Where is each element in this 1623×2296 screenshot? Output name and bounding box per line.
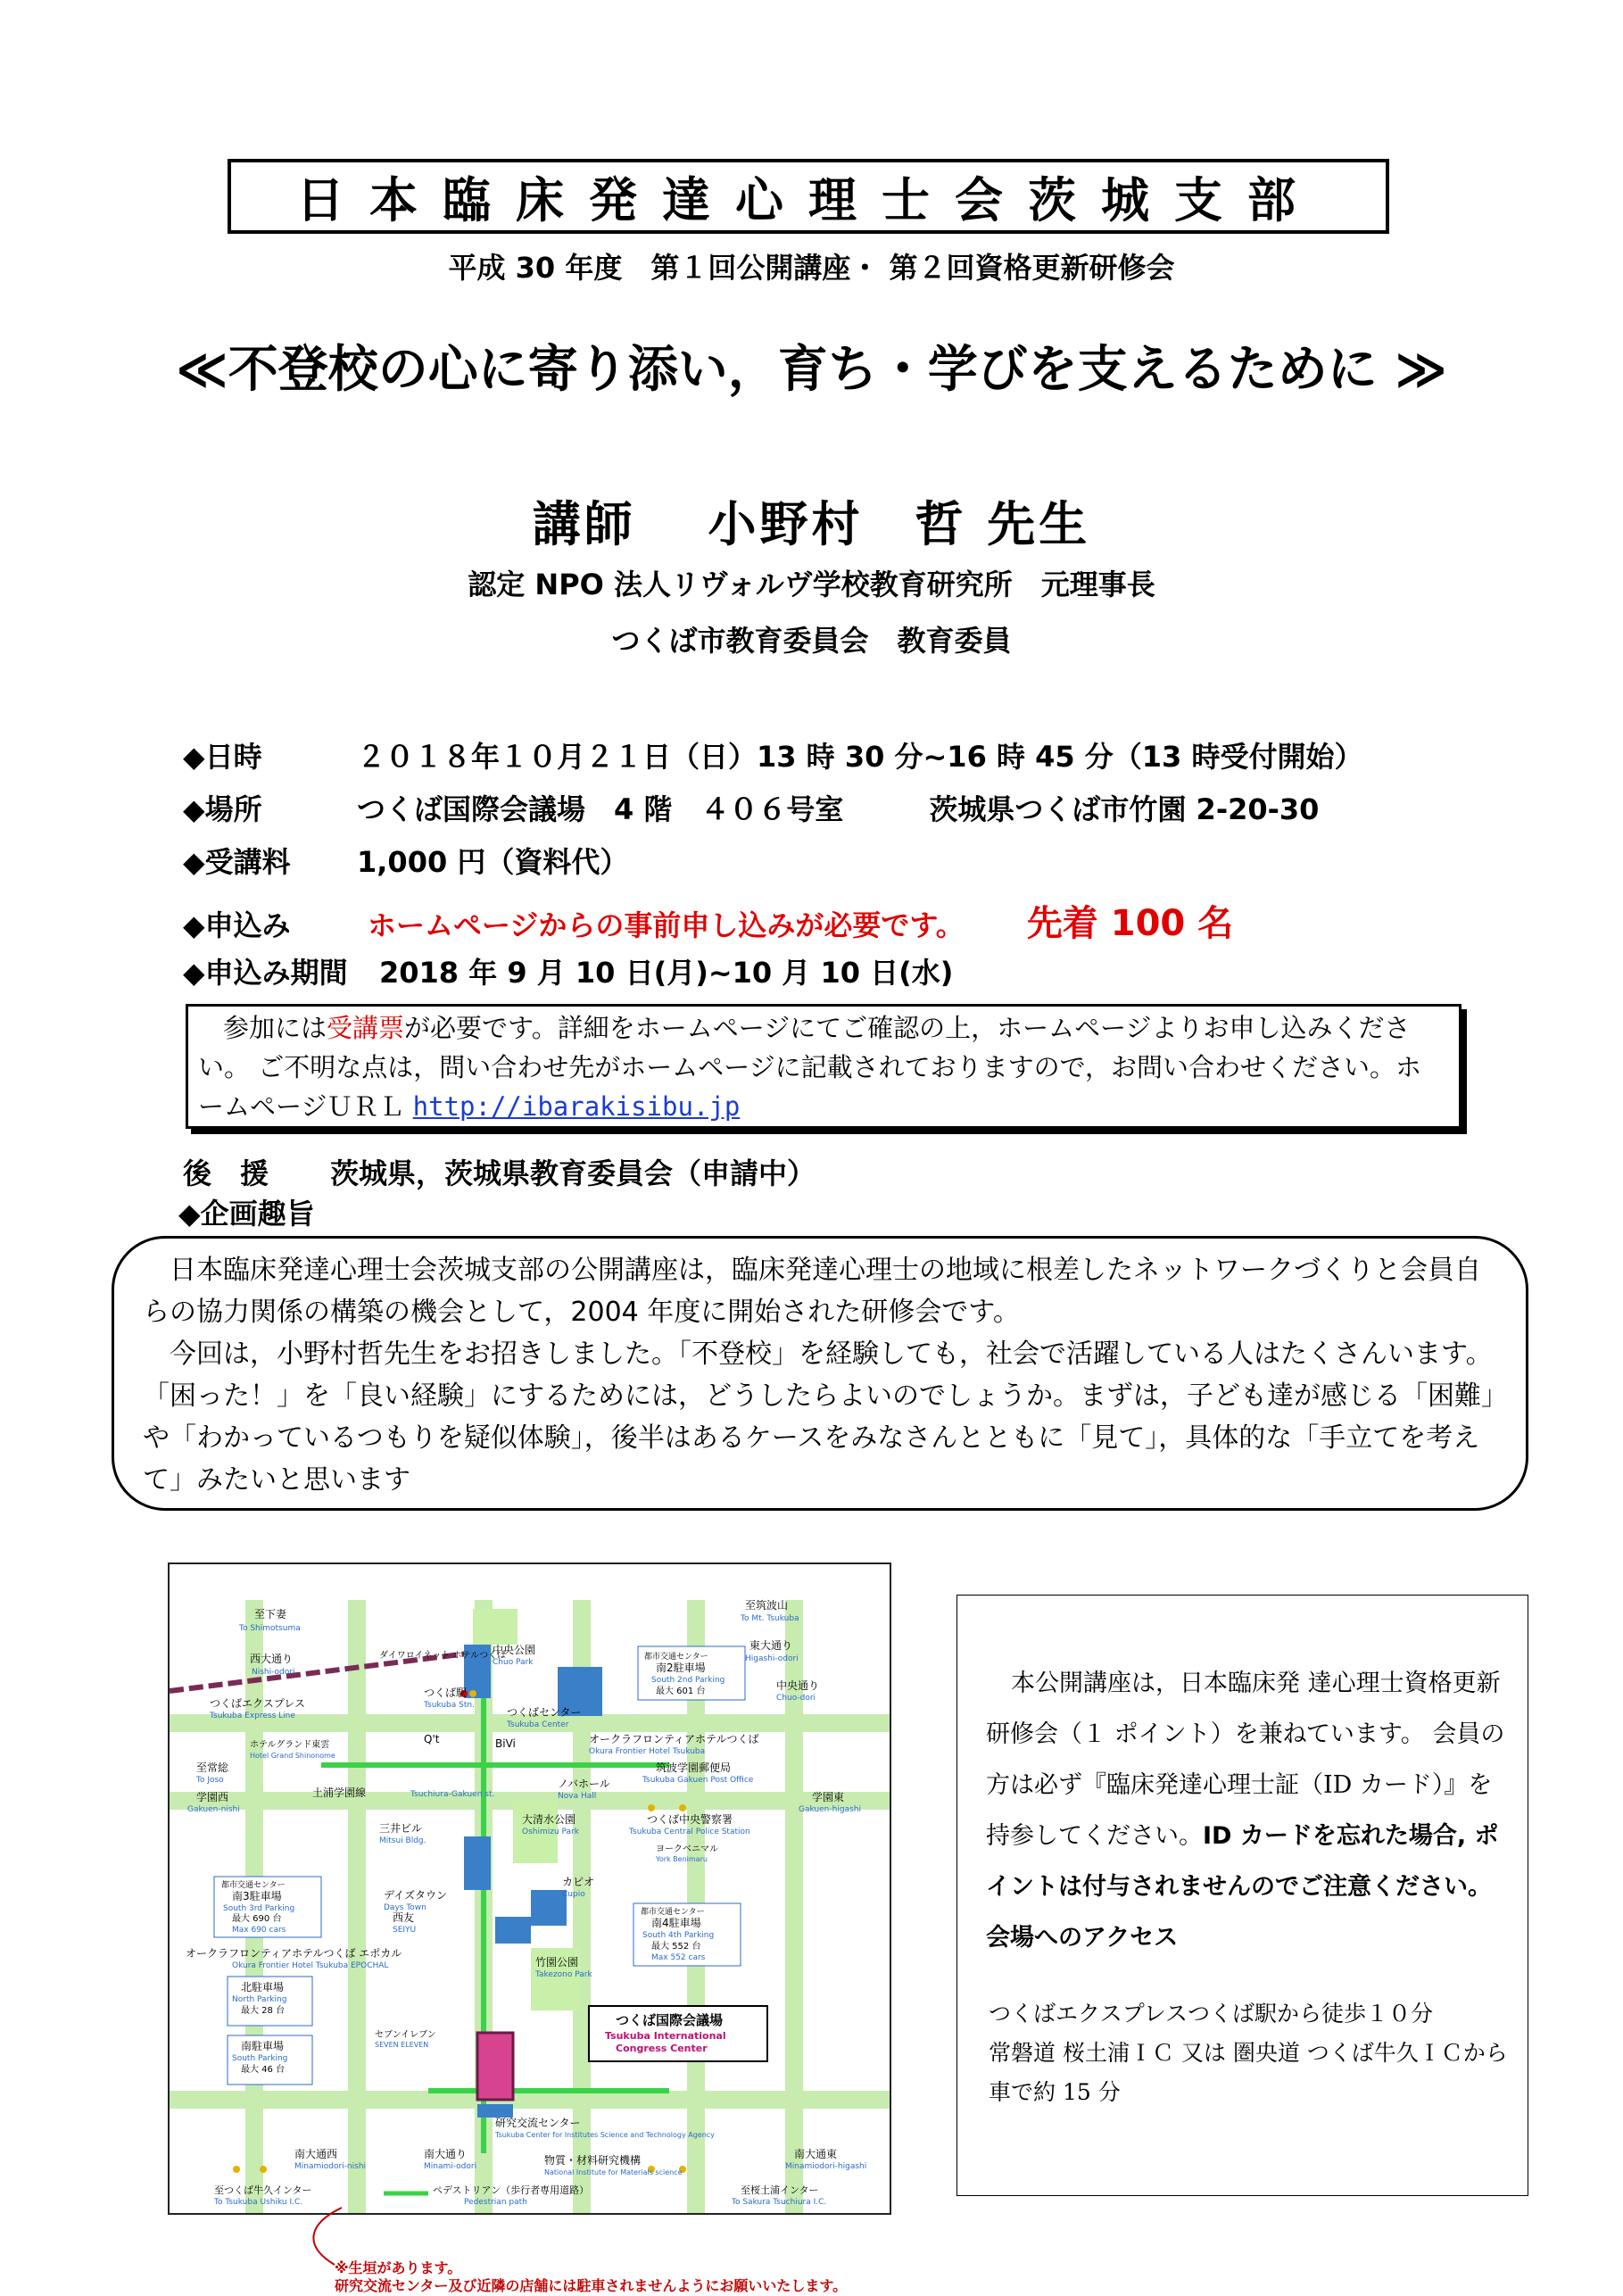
map-label-parking4-en: South 4th Parking: [642, 1931, 715, 1940]
map-label-pedestrian: ペデストリアン（歩行者専用道路）: [433, 2184, 590, 2196]
info-period: [183, 950, 953, 991]
map-label-takezono-en: Takezono Park: [535, 1970, 592, 1979]
map-label-seven: セブンイレブン: [375, 2030, 436, 2040]
map-label-chuodori: 中央通り: [776, 1679, 820, 1692]
info-period-label: ◆申込み期間: [183, 956, 348, 990]
info-place-value: つくば国際会議場 4 階 ４０６号室 茨城県つくば市竹園 2-20-30: [357, 792, 1320, 826]
map-label-sakura-en: To Sakura Tsuchiura I.C.: [732, 2198, 827, 2207]
map-label-parking2-en: South 2nd Parking: [651, 1676, 725, 1685]
map-label-parking4-max: 最大 552 台: [651, 1942, 701, 1952]
map-label-south-parking-en: South Parking: [232, 2054, 288, 2063]
map-label-parking3: 南3駐車場: [232, 1890, 282, 1902]
map-label-epochal-en: Okura Frontier Hotel Tsukuba EPOCHAL: [232, 1961, 389, 1970]
map-label-parking3-en: South 3rd Parking: [223, 1904, 295, 1913]
map-label-joso: 至常総: [196, 1761, 229, 1774]
map-label-gakuennishi-en: Gakuen-nishi: [187, 1805, 240, 1814]
map-label-higashiodori-en: Higashi-odori: [745, 1654, 799, 1663]
map-label-qt: Q't: [424, 1733, 440, 1745]
map-label-cupio: カピオ: [562, 1876, 595, 1888]
map-label-minamiodori: 南大通り: [424, 2148, 468, 2160]
map-label-higashiodori: 東大通り: [749, 1639, 793, 1652]
map-label-oshimizu: 大清水公園: [522, 1813, 576, 1826]
map-label-okura: オークラフロンティアホテルつくば: [589, 1733, 759, 1745]
map-svg: [170, 1564, 890, 2213]
info-period-value: 2018 年 9 月 10 日(月)~10 月 10 日(水): [379, 956, 954, 990]
access-map: [168, 1562, 891, 2215]
map-label-tsukubasan: 至筑波山: [745, 1599, 789, 1612]
map-label-parking2-head: 都市交通センター: [644, 1653, 708, 1662]
info-date-value: ２０１８年１０月２１日（日）13 時 30 分~16 時 45 分（13 時受付開始）: [357, 740, 1363, 774]
map-label-parking4: 南4駐車場: [651, 1917, 701, 1929]
lecturer-affiliation-2: つくば市教育委員会 教育委員: [611, 624, 1012, 658]
map-label-grand-en: Hotel Grand Shinonome: [250, 1752, 335, 1760]
map-label-chuodori-en: Chuo-dori: [776, 1694, 816, 1703]
map-label-nims-en: National Institute for Materials science: [544, 2168, 683, 2176]
map-label-bivi: BiVi: [495, 1737, 516, 1750]
map-label-congress: つくば国際会議場: [616, 2012, 724, 2028]
support: [183, 1151, 816, 1192]
map-label-minamiodori-en: Minami-odori: [424, 2162, 477, 2171]
map-label-nishiodori-en: Nishi-odori: [252, 1668, 295, 1677]
event-subtitle: 平成 30 年度 第１回公開講座・ 第２回資格更新研修会: [448, 251, 1175, 285]
map-label-daystown: デイズタウン: [384, 1889, 448, 1902]
map-label-police: つくば中央警察署: [647, 1813, 733, 1826]
map-label-parking4-cars: Max 552 cars: [651, 1953, 706, 1962]
map-label-police-en: Tsukuba Central Police Station: [629, 1828, 750, 1836]
map-label-parking2-max: 最大 601 台: [656, 1687, 706, 1696]
info-date: [183, 734, 1362, 775]
side-paragraph: 本公開講座は，日本臨床発 達心理士資格更新研修会（１ ポイント）を兼ねています。 会員の方は必ず『臨床発達心理士証（ID カード）』を持参してください。: [986, 1670, 1505, 1850]
notice-highlight: 受講票: [327, 1013, 405, 1043]
map-label-chuo-park: 中央公園: [493, 1644, 536, 1656]
info-fee: [183, 840, 628, 881]
map-label-gakuenhigashi: 学園東: [812, 1791, 845, 1803]
map-label-north-parking: 北駐車場: [241, 1981, 285, 1993]
access-heading: 会場へのアクセス: [986, 1924, 1179, 1952]
map-label-minamiodori-e: 南大通東: [794, 2148, 838, 2160]
support-label: 後 援: [183, 1156, 269, 1190]
map-label-minamiodori-w-en: Minamiodori-nishi: [294, 2162, 367, 2171]
map-label-tsukuba-center-en: Tsukuba Center: [507, 1720, 569, 1729]
map-label-shimotsuma: 至下妻: [254, 1608, 287, 1620]
info-fee-label: ◆受講料: [183, 845, 291, 879]
map-label-seiyu-en: SEIYU: [393, 1926, 417, 1935]
map-label-north-parking-en: North Parking: [232, 1995, 287, 2004]
map-label-grand: ホテルグランド東雲: [250, 1740, 330, 1750]
map-label-okura-en: Okura Frontier Hotel Tsukuba: [589, 1747, 706, 1756]
map-label-ushiku-en: To Tsukuba Ushiku I.C.: [214, 2198, 303, 2207]
purpose-paragraph-2: 今回は，小野村哲先生をお招きしました。「不登校」を経験しても，社会で活躍している人はたくさんいます。「困った！」を「良い経験」にするためには，どうしたらよいのでしょうか。まずは，子ども達が感じる「困難」や「わかっているつもりを疑似体験」，後半はあるケースをみなさんとともに「見て」，具体的な「手立てを考えて」みたいと思います: [143, 1339, 1495, 1496]
map-label-congress-en2: Congress Center: [616, 2043, 708, 2054]
map-label-gakuennishi: 学園西: [196, 1791, 229, 1803]
access-text: [989, 1994, 1524, 2112]
map-label-minamiodori-e-en: Minamiodori-higashi: [785, 2162, 867, 2171]
notice-body: が必要です。詳細をホームページにてご確認の上，ホームページよりお申し込みください。 ご不明な点は，問い合わせ先がホームページに記載されておりますので，お問い合わせください。ホームページＵＲＬ: [198, 1013, 1422, 1122]
map-label-parking3-cars: Max 690 cars: [232, 1926, 286, 1935]
map-label-tsukuba-sta: つくば駅: [424, 1687, 468, 1699]
purpose-text: [143, 1249, 1499, 1501]
notice-prefix: 参加には: [223, 1013, 327, 1043]
info-date-label: ◆日時: [183, 740, 262, 774]
parking-building: [477, 2104, 513, 2118]
map-label-shimotsuma-en: To Shimotsuma: [239, 1624, 301, 1633]
map-label-research: 研究交流センター: [495, 2117, 581, 2129]
map-note-2: 研究交流センター及び近隣の店舗には駐車されませんようにお願いいたします。: [335, 2277, 848, 2294]
map-label-daystown-en: Days Town: [384, 1903, 426, 1912]
info-place-label: ◆場所: [183, 792, 262, 826]
map-label-parking3-head: 都市交通センター: [221, 1881, 286, 1890]
map-label-minamiodori-w: 南大通西: [294, 2148, 338, 2160]
map-label-daiwa: ダイワロイネット ホテルつくば: [379, 1651, 507, 1661]
map-label-joso-en: To Joso: [196, 1776, 224, 1785]
map-label-south-max: 最大 46 台: [241, 2065, 286, 2075]
map-label-chuo-park-en: Chuo Park: [493, 1658, 534, 1667]
org-title-box: [228, 159, 1389, 234]
lecturer-name: 講師 小野村 哲 先生: [532, 496, 1091, 552]
map-label-south-parking: 南駐車場: [241, 2040, 285, 2052]
info-fee-value: 1,000 円（資料代）: [357, 845, 629, 879]
side-paragraph-bold: ID カードを忘れた場合, ポイントは付与されませんのでご注意ください。: [986, 1822, 1499, 1901]
info-apply-value: ホームページからの事前申し込みが必要です。: [368, 908, 965, 942]
map-label-tx-en: Tsukuba Express Line: [210, 1712, 295, 1720]
notice-text: [198, 1008, 1447, 1126]
access-line-2: 常磐道 桜土浦ＩＣ 又は 圏央道 つくば牛久ＩＣから車で約 15 分: [989, 2040, 1508, 2105]
side-text: [986, 1658, 1512, 1963]
access-line-1: つくばエクスプレスつくば駅から徒歩１０分: [989, 2001, 1434, 2027]
map-label-nova-en: Nova Hall: [558, 1792, 597, 1801]
org-title: 日本臨床発達心理士会茨城支部: [296, 171, 1321, 228]
map-label-nishiodori: 西大通り: [250, 1653, 294, 1665]
congress-building: [477, 2033, 513, 2100]
map-label-parking3-max: 最大 690 台: [232, 1914, 282, 1924]
map-label-nova: ノバホール: [558, 1778, 610, 1790]
purpose-paragraph-1: 日本臨床発達心理士会茨城支部の公開講座は，臨床発達心理士の地域に根差したネットワークづくりと会員自らの協力関係の構築の機会として，2004 年度に開始された研修会です。: [143, 1255, 1481, 1328]
map-label-seiyu: 西友: [393, 1911, 415, 1924]
map-label-cupio-en: Cupio: [562, 1890, 585, 1899]
map-label-york-en: York Benimaru: [656, 1855, 708, 1863]
map-note-1: ※生垣があります。: [335, 2259, 462, 2276]
map-label-nims: 物質・材料研究機構: [544, 2154, 642, 2167]
map-label-north-max: 最大 28 台: [241, 2006, 286, 2016]
map-label-takezono: 竹園公園: [535, 1956, 579, 1969]
map-label-oshimizu-en: Oshimizu Park: [522, 1828, 579, 1836]
purpose-heading: ◆企画趣旨: [178, 1197, 315, 1231]
map-label-tsukuba-center: つくばセンター: [507, 1706, 582, 1719]
map-label-sakura: 至桜土浦インター: [741, 2184, 819, 2196]
map-label-parking4-head: 都市交通センター: [641, 1908, 705, 1917]
map-label-tsukubasan-en: To Mt. Tsukuba: [741, 1614, 799, 1623]
map-label-epochal: オークラフロンティアホテルつくば エポカル: [186, 1947, 402, 1960]
map-label-mitsui: 三井ビル: [379, 1822, 423, 1835]
map-note: [335, 2259, 847, 2295]
main-title: ≪不登校の心に寄り添い，育ち・学びを支えるために ≫: [176, 341, 1447, 399]
map-label-post-en: Tsukuba Gakuen Post Office: [642, 1776, 754, 1785]
map-label-tsuchiura: 土浦学園線: [312, 1786, 367, 1799]
map-label-post: 筑波学園郵便局: [656, 1761, 732, 1774]
homepage-link[interactable]: http://ibarakisibu.jp: [412, 1091, 741, 1122]
map-label-ushiku: 至つくば牛久インター: [214, 2184, 312, 2196]
map-label-tx: つくばエクスプレス: [210, 1697, 306, 1710]
map-label-tsuchiura-en: Tsuchiura-Gakuen st.: [410, 1790, 495, 1799]
info-apply: [183, 895, 1233, 946]
map-label-parking2: 南2駐車場: [656, 1662, 706, 1674]
map-label-tsukuba-sta-en: Tsukuba Stn.: [424, 1701, 475, 1710]
map-label-gakuenhigashi-en: Gakuen-higashi: [799, 1805, 861, 1814]
info-place: [183, 787, 1319, 828]
lecturer-affiliation-1: 認定 NPO 法人リヴォルヴ学校教育研究所 元理事長: [468, 568, 1155, 601]
map-label-seven-en: SEVEN ELEVEN: [375, 2041, 429, 2049]
map-label-mitsui-en: Mitsui Bldg.: [379, 1836, 426, 1845]
map-label-research-en: Tsukuba Center for Institutes Science and Technology Agency: [495, 2131, 715, 2139]
map-label-pedestrian-en: Pedestrian path: [464, 2198, 527, 2207]
info-apply-limit: 先着 100 名: [1026, 903, 1234, 944]
map-label-congress-en1: Tsukuba International: [605, 2030, 726, 2042]
info-apply-label: ◆申込み: [183, 908, 291, 942]
support-value: 茨城県，茨城県教育委員会（申請中）: [330, 1156, 816, 1190]
map-label-york: ヨークベニマル: [656, 1844, 718, 1854]
